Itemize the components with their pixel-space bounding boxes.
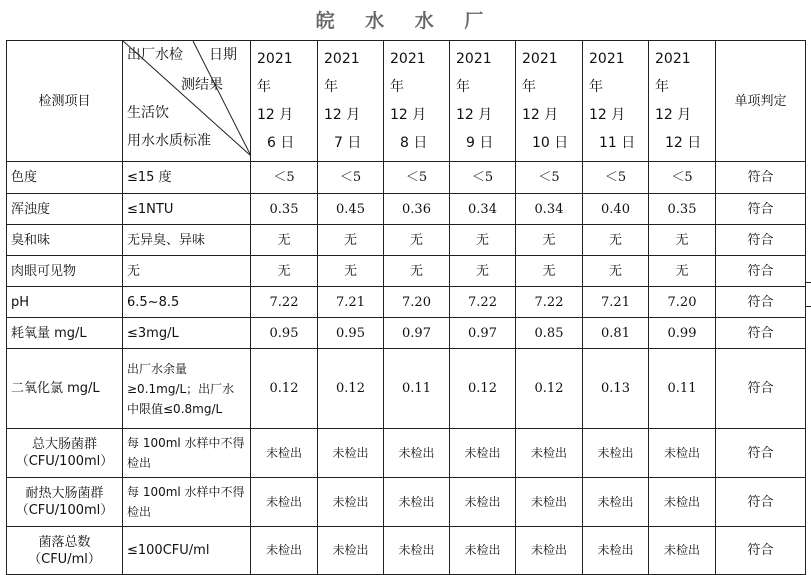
row-item: pH [7, 287, 123, 318]
row-value: 0.85 [516, 318, 583, 349]
row-value: 0.34 [516, 194, 583, 225]
row-judge: 符合 [716, 429, 806, 478]
row-value: 未检出 [516, 527, 583, 575]
row-judge: 符合 [716, 162, 806, 194]
row-value: 未检出 [583, 429, 649, 478]
row-standard: 每 100ml 水样中不得检出 [123, 429, 251, 478]
row-value: 未检出 [450, 527, 516, 575]
row-value: ＜5 [450, 162, 516, 194]
diag-mid: 测结果 [181, 77, 223, 93]
row-value: 0.13 [583, 349, 649, 429]
edge-mark [806, 306, 811, 307]
row-value: 0.35 [649, 194, 716, 225]
row-item: 菌落总数（CFU/ml） [7, 527, 123, 575]
row-standard: 出厂水余量≥0.1mg/L；出厂水中限值≤0.8mg/L [123, 349, 251, 429]
row-value: 未检出 [649, 527, 716, 575]
row-value: 未检出 [516, 478, 583, 527]
header-date-6: 2021 年 12 月 12 日 [649, 41, 716, 162]
row-value: 0.97 [384, 318, 450, 349]
header-date-0: 2021 年 12 月 6 日 [251, 41, 318, 162]
row-value: 未检出 [583, 527, 649, 575]
row-item: 耐热大肠菌群（CFU/100ml） [7, 478, 123, 527]
table-row [7, 318, 806, 349]
row-standard: 每 100ml 水样中不得检出 [123, 478, 251, 527]
row-value: 无 [450, 225, 516, 256]
row-value: 无 [450, 256, 516, 287]
row-value: 无 [384, 225, 450, 256]
row-value: 无 [583, 225, 649, 256]
diag-bottom-1: 生活饮 [127, 105, 169, 121]
row-standard: ≤3mg/L [123, 318, 251, 349]
row-item: 色度 [7, 162, 123, 194]
row-item: 总大肠菌群（CFU/100ml） [7, 429, 123, 478]
table-row [7, 194, 806, 225]
row-value: 0.34 [450, 194, 516, 225]
row-value: 7.22 [450, 287, 516, 318]
row-value: 无 [318, 256, 384, 287]
row-value: 未检出 [251, 478, 318, 527]
header-date-2: 2021 年 12 月 8 日 [384, 41, 450, 162]
header-date-5: 2021 年 12 月 11 日 [583, 41, 649, 162]
row-value: 无 [649, 225, 716, 256]
row-value: 未检出 [649, 478, 716, 527]
row-value: 未检出 [251, 527, 318, 575]
table-row [7, 225, 806, 256]
row-value: 未检出 [384, 429, 450, 478]
row-value: 无 [516, 256, 583, 287]
row-value: ＜5 [649, 162, 716, 194]
row-value: 未检出 [318, 527, 384, 575]
row-value: 7.21 [583, 287, 649, 318]
row-standard: 无异臭、异味 [123, 225, 251, 256]
page-title: 皖 水 水 厂 [315, 10, 496, 32]
row-value: 未检出 [450, 429, 516, 478]
row-value: ＜5 [516, 162, 583, 194]
row-standard: ≤15 度 [123, 162, 251, 194]
row-value: 0.97 [450, 318, 516, 349]
row-value: 0.12 [251, 349, 318, 429]
row-value: 无 [251, 225, 318, 256]
diag-top-left: 出厂水检 [127, 47, 183, 63]
row-value: 未检出 [251, 429, 318, 478]
row-value: 未检出 [318, 478, 384, 527]
row-value: 0.99 [649, 318, 716, 349]
row-value: 0.95 [251, 318, 318, 349]
table-row [7, 287, 806, 318]
row-value: 7.20 [649, 287, 716, 318]
table-row [7, 256, 806, 287]
row-item: 耗氧量 mg/L [7, 318, 123, 349]
row-value: 未检出 [649, 429, 716, 478]
row-value: 无 [384, 256, 450, 287]
row-value: 无 [318, 225, 384, 256]
row-value: 未检出 [450, 478, 516, 527]
row-value: 未检出 [516, 429, 583, 478]
water-quality-table [6, 40, 806, 575]
row-value: 7.22 [516, 287, 583, 318]
table-row [7, 162, 806, 194]
table-row [7, 349, 806, 429]
row-standard: ≤100CFU/ml [123, 527, 251, 575]
table-row [7, 478, 806, 527]
row-judge: 符合 [716, 256, 806, 287]
row-item: 臭和味 [7, 225, 123, 256]
row-value: 7.20 [384, 287, 450, 318]
diag-bottom-2: 用水水质标准 [127, 133, 211, 149]
diag-top-right: 日期 [209, 47, 237, 63]
row-value: 0.95 [318, 318, 384, 349]
header-date-4: 2021 年 12 月 10 日 [516, 41, 583, 162]
row-judge: 符合 [716, 527, 806, 575]
row-value: 无 [516, 225, 583, 256]
row-value: 0.36 [384, 194, 450, 225]
row-value: 未检出 [318, 429, 384, 478]
row-value: ＜5 [251, 162, 318, 194]
header-judge: 单项判定 [716, 41, 806, 162]
table-row [7, 429, 806, 478]
row-value: 无 [251, 256, 318, 287]
row-value: ＜5 [384, 162, 450, 194]
row-value: 7.22 [251, 287, 318, 318]
header-row [7, 41, 806, 162]
row-value: 0.12 [318, 349, 384, 429]
row-standard: 6.5~8.5 [123, 287, 251, 318]
row-value: 0.45 [318, 194, 384, 225]
header-date-3: 2021 年 12 月 9 日 [450, 41, 516, 162]
row-value: 0.12 [516, 349, 583, 429]
header-item: 检测项目 [7, 41, 123, 162]
row-item: 二氧化氯 mg/L [7, 349, 123, 429]
row-value: 未检出 [583, 478, 649, 527]
table-row [7, 527, 806, 575]
header-diagonal-cell [123, 41, 251, 162]
row-standard: ≤1NTU [123, 194, 251, 225]
row-judge: 符合 [716, 318, 806, 349]
row-item: 肉眼可见物 [7, 256, 123, 287]
row-value: 0.35 [251, 194, 318, 225]
row-standard: 无 [123, 256, 251, 287]
row-value: 无 [649, 256, 716, 287]
row-value: 无 [583, 256, 649, 287]
row-value: 0.11 [384, 349, 450, 429]
header-date-1: 2021 年 12 月 7 日 [318, 41, 384, 162]
row-judge: 符合 [716, 287, 806, 318]
row-value: 未检出 [384, 478, 450, 527]
edge-mark [806, 282, 811, 283]
row-value: ＜5 [318, 162, 384, 194]
row-judge: 符合 [716, 478, 806, 527]
row-item: 浑浊度 [7, 194, 123, 225]
row-judge: 符合 [716, 225, 806, 256]
row-value: 0.12 [450, 349, 516, 429]
row-value: ＜5 [583, 162, 649, 194]
row-judge: 符合 [716, 194, 806, 225]
row-value: 0.40 [583, 194, 649, 225]
row-value: 0.81 [583, 318, 649, 349]
row-value: 0.11 [649, 349, 716, 429]
row-value: 7.21 [318, 287, 384, 318]
row-value: 未检出 [384, 527, 450, 575]
row-judge: 符合 [716, 349, 806, 429]
